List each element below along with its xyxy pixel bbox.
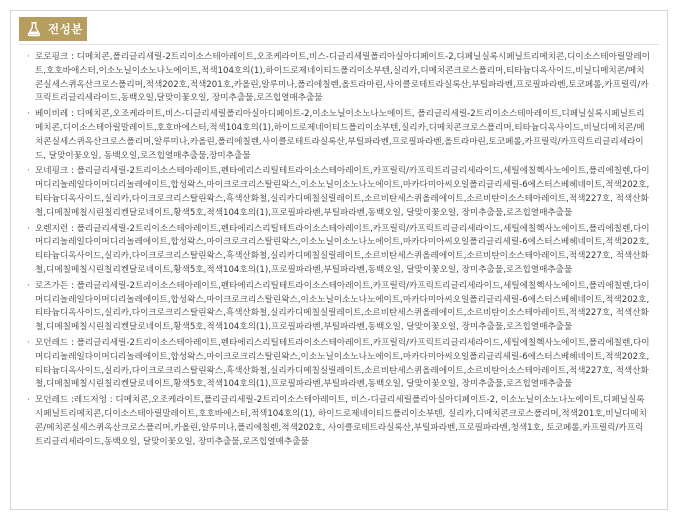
product-name: 로즈가든 <box>35 280 69 291</box>
ingredient-item: · 베이비레 : 디메치콘,오조케라이트,비스-디글리세릴폴리아실아디페이트-2,이소노닐이소노나노에이트, 폴리글리세릴-2트리이소스테아레이트,디페닐실록시페닐트리메치콘,디이소스테아릴말레이트,호호바에스터,적색104호의(1),하이드로제네이티드폴리이소부텐,실리카,디메치콘크로스폴리머,티타늄디옥사이드,비닐디메치콘/메치콘실세스퀴옥산크로스폴리머,알루미나,카올린,폴리에칠렌,사이클로테트라실록산,부틸파라벤,프로필파라벤,올트라마린,토코페롤,카프릴릭/카프릭트리글리세라이드, 달맞이꽃오일, 동백오일,로즈힙열매추출물,장미추출물 <box>27 108 651 163</box>
header-divider <box>19 44 659 45</box>
product-name: 베이비레 <box>35 109 69 120</box>
ingredient-text: 폴리글리세릴-2트리이소스테아레이트,펜타에리스리틸테트라이소스테아레이트,카프릴릭/카프릭트리글리세라이드,세틸에칠헥사노에이트,폴리에칠렌,다이머디리놀레일다이머디리놀레에이트,합성왁스,마이크로크리스탈린왁스,이소노닐이소노나노에이트,마카다미아씨오일폴리글리세릴-6에스터스베헤네이트,적색202호,티타늄디옥사이드,실리카,다이크로크리스탈린왁스,흑색산화철,실리카디메칠실릴레이트,소르비탄세스퀴올레에이트,소르비탄이소스테아레이트,적색227호, 적색산화철,디메칠메칠시린칠리켄달로네이트,황색5호,적색104호의(1),프로필파라벤,부틸파라벤,동백오일, 달맞이꽃오일, 장미추출물,로즈힙열매추출물 <box>35 280 650 333</box>
ingredient-item: · 모네핑크 : 폴리글리세릴-2트리이소스테아레이트,펜타에리스리틸테트라이소스테아레이트,카프릴릭/카프릭트리글리세라이드,세틸에칠헥사노에이트,폴리에칠렌,다이머디리놀레일다이머디리놀레에이트,합성왁스,마이크로크리스탈린왁스,이소노닐이소노나노에이트,마카다미아씨오일폴리글리세릴-6에스터스베헤네이트,적색202호,티타늄디옥사이드,실리카,다이크로크리스탈린왁스,흑색산화철,실리카디메칠실릴레이트,소르비탄세스퀴올레에이트,소르비탄이소스테아레이트,적색227호, 적색산화철,디메칠메칠시린칠리켄달로네이트,황색5호,적색104호의(1),프로필파라벤,부틸파라벤,동백오일, 달맞이꽃오일, 장미추출물,로즈힙열매추출물 <box>27 165 651 220</box>
ingredient-item: · 로로핑크 : 디메치콘,폴리글리세릴-2트리이소스테아레이트,오조케라이트,비스-디글리세릴폴리아실아디페이트-2,디페닐실록시페닐트리메치콘,디이소스테아릴말레이트,호호바에스터,이소노닐이소노나노에이트,적색104호의(1),하이드로제네이티드폴리이소부텐,실리카,디메치콘크로스폴리머,티타늄디옥사이드,비닐디메치콘/메치콘실세스퀴옥산크로스폴리머,적색202호,적색201호,카올린,알루미나,폴리에칠렌,올트라마린,사이클로테트라실록산,부틸파라벤,프로필파라벤,토코페롤,카프릴릭/카프릭트리글리세라이드,동백오일,달맞이꽃오일, 장미추출물,로즈힙열매추출물 <box>27 51 651 106</box>
ingredient-text: 폴리글리세릴-2트리이소스테아레이트,펜타에리스리틸테트라이소스테아레이트,카프릴릭/카프릭트리글리세라이드,세틸에칠헥사노에이트,폴리에칠렌,다이머디리놀레일다이머디리놀레에이트,합성왁스,마이크로크리스탈린왁스,이소노닐이소노나노에이트,마카다미아씨오일폴리글리세릴-6에스터스베헤네이트,적색202호,티타늄디옥사이드,실리카,다이크로크리스탈린왁스,흑색산화철,실리카디메칠실릴레이트,소르비탄세스퀴올레에이트,소르비탄이소스테아레이트,적색227호, 적색산화철,디메칠메칠시린칠리켄달로네이트,황색5호,적색104호의(1),프로필파라벤,부틸파라벤,동백오일, 달맞이꽃오일, 장미추출물,로즈힙열매추출물 <box>35 337 650 390</box>
ingredient-item: · 모던레드 :레드저엉 : 디메치콘,오조케라이트,폴리글리세릴-2트리이소스테아레이트, 비스-디글리세릴폴리아실아디페이트-2, 이소노닐이소노나노에이트,디페닐실록시페닐트리메치콘,디이소스테아릴말레이트,호호바에스터,적색104호의(1), 하이드로제네이티드폴리이소부텐, 실리카,디메치콘크로스폴리머,적색201호,비닐디메치콘/메치콘실세스퀴옥산크로스폴리머,카올린,알루미나,폴리에칠렌,적색202호, 사이클로테트라실록산,부틸파라벤,프로필파라벤,청색1호, 토코페롤,카프릴릭/카프릭트리글리세라이드,동백오일, 달맞이꽃오일, 장미추출물,로즈힙열매추출물 <box>27 394 651 449</box>
product-name: 모던레드 :레드저엉 <box>35 395 108 406</box>
product-name: 모던레드 <box>35 337 69 348</box>
product-name: 오렌지런 <box>35 223 69 234</box>
ingredient-item: · 오렌지런 : 폴리글리세릴-2트리이소스테아레이트,펜타에리스리틸테트라이소스테아레이트,카프릴릭/카프릭트리글리세라이드,세틸에칠헥사노에이트,폴리에칠렌,다이머디리놀레일다이머디리놀레에이트,합성왁스,마이크로크리스탈린왁스,이소노닐이소노나노에이트,마카다미아씨오일폴리글리세릴-6에스터스베헤네이트,적색202호,티타늄디옥사이드,실리카,다이크로크리스탈린왁스,흑색산화철,실리카디메칠실릴레이트,소르비탄세스퀴올레에이트,소르비탄이소스테아레이트,적색227호, 적색산화철,디메칠메칠시린칠리켄달로네이트,황색5호,적색104호의(1),프로필파라벤,부틸파라벤,동백오일, 달맞이꽃오일, 장미추출물,로즈힙열매추출물 <box>27 223 651 278</box>
product-name: 모네핑크 <box>35 166 69 177</box>
ingredient-text: 디메치콘,오조케라이트,폴리글리세릴-2트리이소스테아레이트, 비스-디글리세릴폴리아실아디페이트-2, 이소노닐이소노나노에이트,디페닐실록시페닐트리메치콘,디이소스테아릴말레이트,호호바에스터,적색104호의(1), 하이드로제네이티드폴리이소부텐, 실리카,디메치콘크로스폴리머,적색201호,비닐디메치콘/메치콘실세스퀴옥산크로스폴리머,카올린,알루미나,폴리에칠렌,적색202호, 사이클로테트라실록산,부틸파라벤,프로필파라벤,청색1호, 토코페롤,카프릴릭/카프릭트리글리세라이드,동백오일, 달맞이꽃오일, 장미추출물,로즈힙열매추출물 <box>35 395 647 447</box>
ingredient-text: 폴리글리세릴-2트리이소스테아레이트,펜타에리스리틸테트라이소스테아레이트,카프릴릭/카프릭트리글리세라이드,세틸에칠헥사노에이트,폴리에칠렌,다이머디리놀레일다이머디리놀레에이트,합성왁스,마이크로크리스탈린왁스,이소노닐이소노나노에이트,마카다미아씨오일폴리글리세릴-6에스터스베헤네이트,적색202호,티타늄디옥사이드,실리카,다이크로크리스탈린왁스,흑색산화철,실리카디메칠실릴레이트,소르비탄세스퀴올레에이트,소르비탄이소스테아레이트,적색227호, 적색산화철,디메칠메칠시린칠리켄달로네이트,황색5호,적색104호의(1),프로필파라벤,부틸파라벤,동백오일, 달맞이꽃오일, 장미추출물,로즈힙열매추출물 <box>35 166 650 218</box>
ingredient-text: 폴리글리세릴-2트리이소스테아레이트,펜타에리스리틸테트라이소스테아레이트,카프릴릭/카프릭트리글리세라이드,세틸에칠헥사노에이트,폴리에칠렌,다이머디리놀레일다이머디리놀레에이트,합성왁스,마이크로크리스탈린왁스,이소노닐이소노나노에이트,마카다미아씨오일폴리글리세릴-6에스터스베헤네이트,적색202호,티타늄디옥사이드,실리카,다이크로크리스탈린왁스,흑색산화철,실리카디메칠실릴레이트,소르비탄세스퀴올레에이트,소르비탄이소스테아레이트,적색227호, 적색산화철,디메칠메칠시린칠리켄달로네이트,황색5호,적색104호의(1),프로필파라벤,부틸파라벤,동백오일, 달맞이꽃오일, 장미추출물,로즈힙열매추출물 <box>35 223 650 275</box>
section-header <box>11 11 667 41</box>
section-title: 전성분 <box>48 22 83 36</box>
ingredients-panel <box>10 10 668 510</box>
ingredient-text: 디메치콘,폴리글리세릴-2트리이소스테아레이트,오조케라이트,비스-디글리세릴폴리아실아디페이트-2,디페닐실록시페닐트리메치콘,디이소스테아릴말레이트,호호바에스터,이소노닐이소노나노에이트,적색104호의(1),하이드로제네이티드폴리이소부텐,실리카,디메치콘크로스폴리머,티타늄디옥사이드,비닐디메치콘/메치콘실세스퀴옥산크로스폴리머,적색202호,적색201호,카올린,알루미나,폴리에칠렌,올트라마린,사이클로테트라실록산,부틸파라벤,프로필파라벤,토코페롤,카프릴릭/카프릭트리글리세라이드,동백오일,달맞이꽃오일, 장미추출물,로즈힙열매추출물 <box>35 52 651 104</box>
section-title-badge <box>19 17 87 41</box>
ingredient-text: 디메치콘,오조케라이트,비스-디글리세릴폴리아실아디페이트-2,이소노닐이소노나노에이트, 폴리글리세릴-2트리이소스테아레이트,디페닐실록시페닐트리메치콘,디이소스테아릴말레이트,호호바에스터,적색104호의(1),하이드로제네이티드폴리이소부텐,실리카,디메치콘크로스폴리머,티타늄디옥사이드,비닐디메치콘/메치콘실세스퀴옥산크로스폴리머,알루미나,카올린,폴리에칠렌,사이클로테트라실록산,부틸파라벤,프로필파라벤,올트라마린,토코페롤,카프릴릭/카프릭트리글리세라이드, 달맞이꽃오일, 동백오일,로즈힙열매추출물,장미추출물 <box>35 109 645 161</box>
ingredient-item: · 로즈가든 : 폴리글리세릴-2트리이소스테아레이트,펜타에리스리틸테트라이소스테아레이트,카프릴릭/카프릭트리글리세라이드,세틸에칠헥사노에이트,폴리에칠렌,다이머디리놀레일다이머디리놀레에이트,합성왁스,마이크로크리스탈린왁스,이소노닐이소노나노에이트,마카다미아씨오일폴리글리세릴-6에스터스베헤네이트,적색202호,티타늄디옥사이드,실리카,다이크로크리스탈린왁스,흑색산화철,실리카디메칠실릴레이트,소르비탄세스퀴올레에이트,소르비탄이소스테아레이트,적색227호, 적색산화철,디메칠메칠시린칠리켄달로네이트,황색5호,적색104호의(1),프로필파라벤,부틸파라벤,동백오일, 달맞이꽃오일, 장미추출물,로즈힙열매추출물 <box>27 280 651 335</box>
product-name: 로로핑크 <box>35 52 69 62</box>
ingredient-item: · 모던레드 : 폴리글리세릴-2트리이소스테아레이트,펜타에리스리틸테트라이소스테아레이트,카프릴릭/카프릭트리글리세라이드,세틸에칠헥사노에이트,폴리에칠렌,다이머디리놀레일다이머디리놀레에이트,합성왁스,마이크로크리스탈린왁스,이소노닐이소노나노에이트,마카다미아씨오일폴리글리세릴-6에스터스베헤네이트,적색202호,티타늄디옥사이드,실리카,다이크로크리스탈린왁스,흑색산화철,실리카디메칠실릴레이트,소르비탄세스퀴올레에이트,소르비탄이소스테아레이트,적색227호, 적색산화철,디메칠메칠시린칠리켄달로네이트,황색5호,적색104호의(1),프로필파라벤,부틸파라벤,동백오일, 달맞이꽃오일, 장미추출물,로즈힙열매추출물 <box>27 337 651 392</box>
ingredient-list <box>27 51 651 451</box>
flask-icon <box>25 20 43 38</box>
